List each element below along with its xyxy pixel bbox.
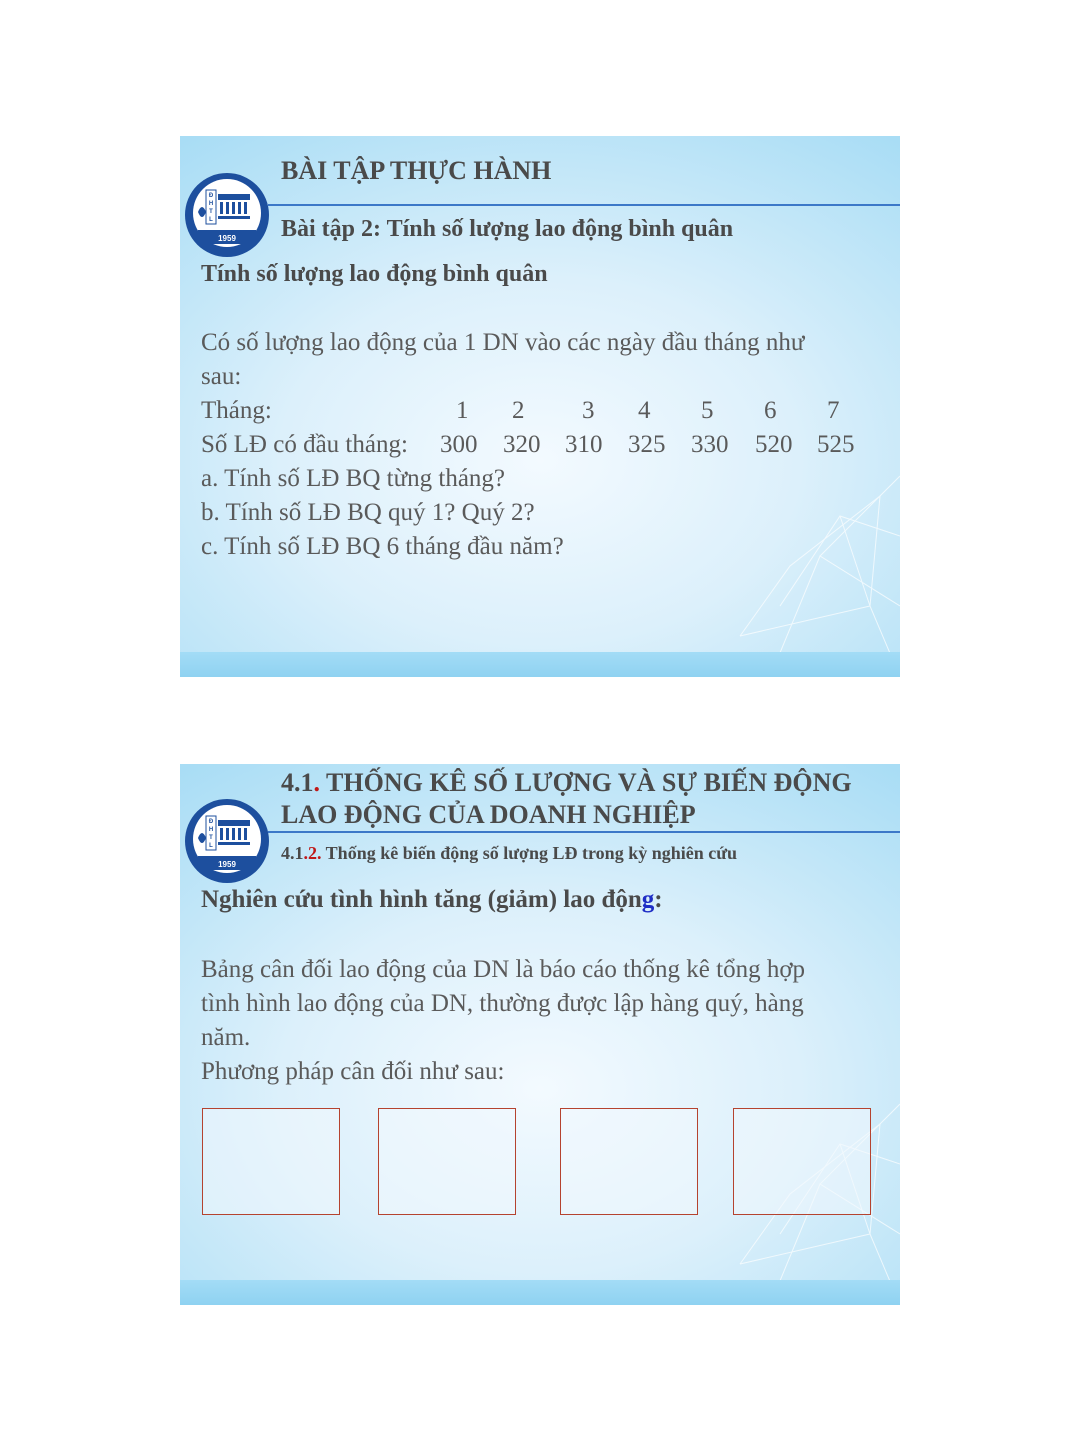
balance-box-1 [202,1108,340,1215]
month-value: 6 [764,397,777,424]
svg-text:L: L [209,843,213,849]
university-logo [184,798,270,884]
question-a: a. Tính số LĐ BQ từng tháng? [201,465,506,492]
worker-count: 520 [755,431,793,458]
intro-line: sau: [201,363,242,390]
svg-text:Đ: Đ [208,193,214,199]
svg-text:H: H [208,201,214,207]
intro-line: Có số lượng lao động của 1 DN vào các ngày đầu tháng như [201,329,805,356]
worker-count: 330 [691,431,729,458]
months-label: Tháng: [201,397,272,424]
paragraph [201,953,805,1089]
worker-count: 525 [817,431,855,458]
paragraph-line: tình hình lao động của DN, thường được lập hàng quý, hàng [201,990,804,1017]
paragraph-line: Bảng cân đối lao động của DN là báo cáo thống kê tổng hợp [201,956,806,983]
slide-title: BÀI TẬP THỰC HÀNH [281,156,552,185]
worker-count: 310 [565,431,603,458]
title-divider [268,204,900,206]
question-c: c. Tính số LĐ BQ 6 tháng đầu năm? [201,533,564,560]
month-value: 5 [701,397,714,424]
worker-count: 300 [440,431,478,458]
paragraph-line: năm. [201,1024,251,1051]
slide-exercise [180,136,900,677]
balance-box-2 [378,1108,516,1215]
workers-row [201,428,855,462]
svg-text:Đ: Đ [208,819,214,825]
worker-count: 325 [628,431,666,458]
slide-footer-bar [180,1280,900,1305]
section-heading: Nghiên cứu tình hình tăng (giảm) lao động: [201,886,663,913]
workers-label: Số LĐ có đầu tháng: [201,431,408,458]
balance-box-3 [560,1108,698,1215]
slide-subtitle: 4.1.2. Thống kê biến động số lượng LĐ trong kỳ nghiên cứu [281,843,738,863]
month-value: 4 [638,397,651,424]
paragraph-line: Phương pháp cân đối như sau: [201,1058,505,1085]
slide-labor-statistics [180,764,900,1305]
balance-box-4 [733,1108,871,1215]
month-value: 7 [827,397,840,424]
month-value: 1 [456,397,469,424]
question-b: b. Tính số LĐ BQ quý 1? Quý 2? [201,499,535,526]
title-line-2: LAO ĐỘNG CỦA DOANH NGHIỆP [281,800,696,829]
month-value: 2 [512,397,525,424]
slide-subtitle: Bài tập 2: Tính số lượng lao động bình quân [281,216,734,242]
month-value: 3 [582,397,595,424]
university-logo [184,172,270,258]
slide-title [281,767,852,831]
logo-year: 1959 [218,860,236,869]
exercise-body [201,326,855,564]
logo-year: 1959 [218,234,236,243]
title-divider [268,831,900,833]
slide-footer-bar [180,652,900,677]
svg-text:T: T [209,209,213,215]
months-row [201,394,840,428]
svg-text:H: H [208,827,214,833]
title-line-1: 4.1. THỐNG KÊ SỐ LƯỢNG VÀ SỰ BIẾN ĐỘNG [281,768,852,797]
svg-text:T: T [209,835,213,841]
svg-text:L: L [209,217,213,223]
worker-count: 320 [503,431,541,458]
section-heading: Tính số lượng lao động bình quân [201,261,548,287]
